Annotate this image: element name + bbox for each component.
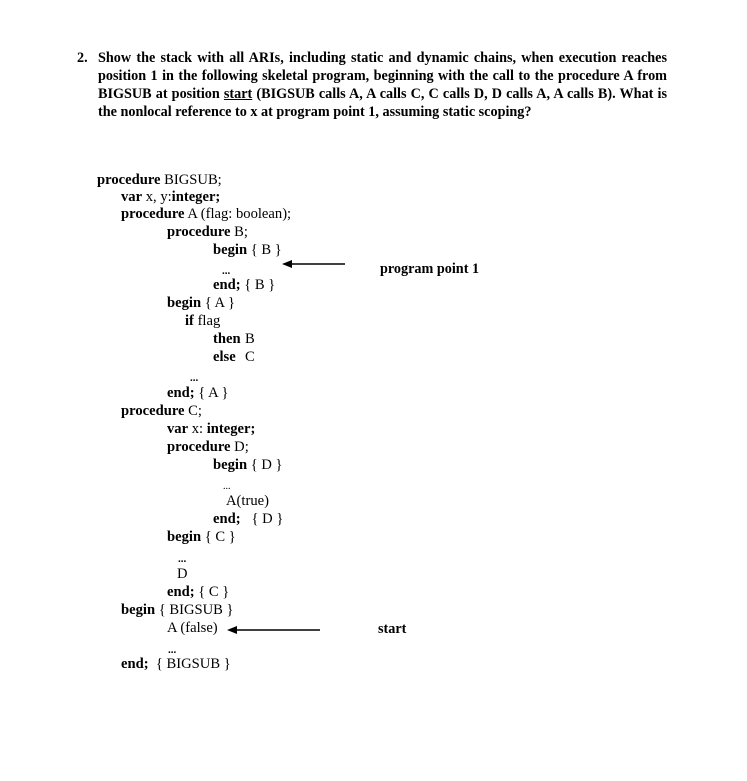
code-line-20: end; { D } (213, 511, 284, 527)
code-line-12: ... (190, 372, 199, 384)
code-line-11: else C (213, 349, 255, 365)
question (77, 49, 667, 121)
program-point-label: program point 1 (380, 261, 480, 277)
code-line-25: begin { BIGSUB } (121, 602, 234, 618)
code-line-4: procedure B; (167, 224, 248, 240)
code-line-27: ... (168, 644, 177, 656)
code-line-10: then B (213, 331, 255, 347)
code-line-5: begin { B } (213, 242, 282, 258)
question-number: 2. (77, 50, 88, 66)
code-line-15: var x: integer; (167, 421, 256, 437)
code-line-8: begin { A } (167, 295, 235, 311)
code-line-7: end; { B } (213, 277, 276, 293)
arrow-left-icon (227, 624, 321, 636)
question-text (98, 49, 667, 121)
code-line-16: procedure D; (167, 439, 249, 455)
code-line-26: A (false) (167, 620, 218, 636)
code-line-19: A(true) (226, 493, 269, 509)
question-text-before: Show the stack with all ARIs, including static and dynamic chains, when execution reaches position 1 in the following skeletal program, beginning with the call to the procedure A from BIGSUB at position (98, 50, 667, 102)
code-line-14: procedure C; (121, 403, 202, 419)
code-line-9: if flag (185, 313, 221, 329)
code-line-23: D (177, 566, 188, 582)
question-text-after: (BIGSUB calls A, A calls C, C calls D, D calls A, A calls B). What is the nonlocal reference to x at program point 1, assuming static scoping? (98, 86, 667, 120)
code-line-13: end; { A } (167, 385, 229, 401)
code-line-28: end; { BIGSUB } (121, 656, 231, 672)
code-line-18: ... (223, 481, 231, 492)
start-underlined: start (223, 86, 253, 102)
arrow-left-icon (282, 258, 346, 270)
code-line-1: procedure BIGSUB; (97, 172, 222, 188)
code-line-3: procedure A (flag: boolean); (121, 206, 292, 222)
start-label: start (378, 621, 407, 637)
code-line-21: begin { C } (167, 529, 236, 545)
code-line-22: ... (178, 553, 187, 565)
code-line-24: end; { C } (167, 584, 230, 600)
code-line-2: var x, y:integer; (121, 189, 221, 205)
code-line-17: begin { D } (213, 457, 283, 473)
code-line-6: ... (222, 265, 231, 277)
